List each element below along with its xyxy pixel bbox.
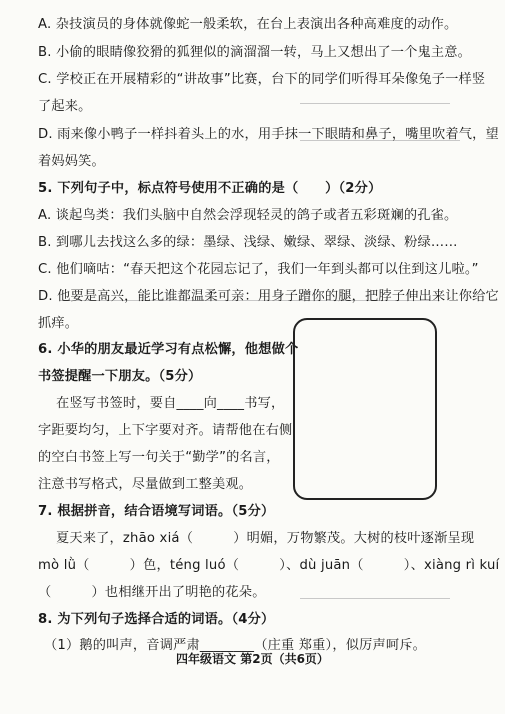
option-d-line: D. 雨来像小鸭子一样抖着头上的水，用手抹一下眼睛和鼻子，嘴里吹着气，望: [38, 127, 499, 142]
q5-option-d-continuation: 抓痒。: [38, 316, 79, 331]
q5-option-c: C. 他们嘀咕：“春天把这个花园忘记了，我们一年到头都可以住到这儿啦。”: [38, 262, 479, 277]
question-8-title: 8. 为下列句子选择合适的词语。（4分）: [38, 612, 275, 627]
question-6-title-continuation: 书签提醒一下朋友。（5分）: [38, 369, 202, 384]
page-footer: 四年级语文 第2页（共6页）: [176, 652, 329, 666]
q6-instruction-1: 在竖写书签时，要自____向____书写，: [56, 396, 285, 411]
q7-line-3: （ ）也相继开出了明艳的花朵。: [38, 585, 266, 600]
option-c-continuation: 了起来。: [38, 99, 92, 114]
bleed-line: [300, 103, 450, 104]
question-5-title: 5. 下列句子中，标点符号使用不正确的是（ ）（2分）: [38, 181, 382, 196]
option-b-line: B. 小偷的眼睛像狡猾的狐狸似的滴溜溜一转，马上又想出了一个鬼主意。: [38, 45, 472, 60]
q5-option-a: A. 谈起鸟类：我们头脑中自然会浮现轻灵的鸽子或者五彩斑斓的孔雀。: [38, 208, 458, 223]
q6-instruction-3: 的空白书签上写一句关于“勤学”的名言，: [38, 450, 280, 465]
question-7-title: 7. 根据拼音，结合语境写词语。（5分）: [38, 504, 275, 519]
question-6-title: 6. 小华的朋友最近学习有点松懈，他想做个: [38, 342, 299, 357]
option-d-continuation: 着妈妈笑。: [38, 154, 105, 169]
q8-item-1: （1）鹅的叫声，音调严肃________（庄重 郑重），似厉声呵斥。: [44, 638, 427, 653]
bookmark-writing-box[interactable]: [293, 318, 437, 500]
q5-option-d: D. 他要是高兴，能比谁都温柔可亲：用身子蹭你的腿，把脖子伸出来让你给它: [38, 289, 499, 304]
q5-option-b: B. 到哪儿去找这么多的绿：墨绿、浅绿、嫩绿、翠绿、淡绿、粉绿……: [38, 235, 458, 250]
bleed-line: [300, 598, 450, 599]
q6-instruction-2: 字距要均匀，上下字要对齐。请帮他在右侧: [38, 423, 293, 438]
q7-line-1: 夏天来了，zhāo xiá（ ）明媚，万物繁茂。大树的枝叶逐渐呈现: [56, 531, 475, 546]
option-a-line: A. 杂技演员的身体就像蛇一般柔软，在台上表演出各种高难度的动作。: [38, 17, 458, 32]
q7-line-2: mò lǜ（ ）色，téng luó（ ）、dù juān（ ）、xiàng rì kuí: [38, 558, 500, 573]
q6-instruction-4: 注意书写格式，尽量做到工整美观。: [38, 477, 253, 492]
option-c-line: C. 学校正在开展精彩的“讲故事”比赛，台下的同学们听得耳朵像兔子一样竖: [38, 72, 486, 87]
